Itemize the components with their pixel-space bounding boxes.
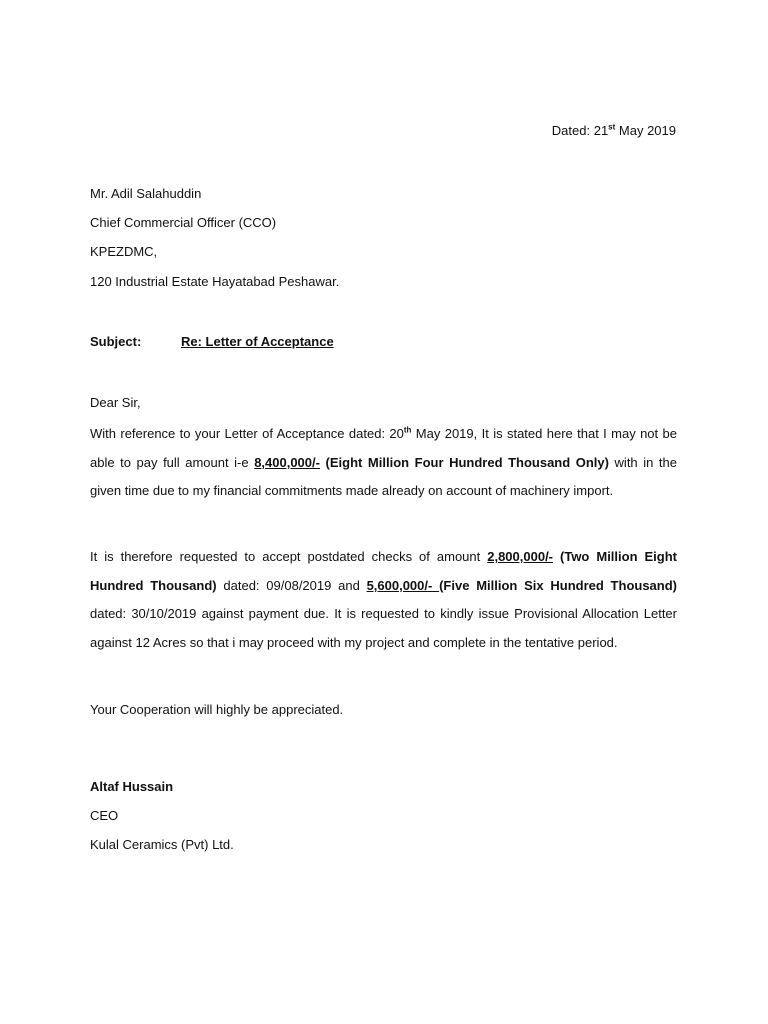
- letter-date: [552, 123, 676, 139]
- para2-text-3: dated: 30/10/2019 against payment due. It is requested to kindly issue Provisional Allocation Letter against 12 Acres so that i may proceed with my project and complete in the tentative period.: [90, 606, 677, 651]
- para2-amount-2: 5,600,000/-: [366, 577, 440, 593]
- para1-amount-words: (Eight Million Four Hundred Thousand Only): [325, 454, 609, 470]
- subject-text: Re: Letter of Acceptance: [181, 334, 334, 349]
- recipient-name: Mr. Adil Salahuddin: [90, 186, 202, 201]
- para1-text-3: with in the given time due to my financial commitments made already on account of machinery import.: [90, 454, 677, 499]
- salutation: Dear Sir,: [90, 395, 141, 410]
- signatory-name: Altaf Hussain: [90, 779, 174, 794]
- para2-text-2: dated: 09/08/2019 and: [216, 577, 367, 593]
- recipient-title: Chief Commercial Officer (CCO): [90, 215, 277, 230]
- paragraph-1: [90, 420, 677, 506]
- date-superscript: st: [608, 122, 616, 132]
- closing-line: Your Cooperation will highly be appreciated.: [90, 702, 344, 717]
- paragraph-2: [90, 543, 677, 658]
- para1-text-2: May 2019, It is stated here that I may not be able to pay full amount i-e: [90, 426, 677, 470]
- para1-text-1: With reference to your Letter of Acceptance dated: 20: [90, 426, 404, 441]
- signatory-company: Kulal Ceramics (Pvt) Ltd.: [90, 837, 234, 852]
- recipient-address: 120 Industrial Estate Hayatabad Peshawar.: [90, 274, 340, 289]
- subject-line: [90, 334, 334, 350]
- para1-amount: 8,400,000/-: [254, 454, 320, 470]
- para2-amount-1: 2,800,000/-: [487, 549, 554, 564]
- signatory-title: CEO: [90, 808, 119, 823]
- para2-space: [553, 549, 560, 564]
- date-text: Dated: 21: [551, 123, 609, 138]
- para2-amount-1-words: (Two Million Eight Hundred Thousand): [90, 549, 677, 593]
- date-year: May 2019: [615, 123, 676, 138]
- para2-text-1: It is therefore requested to accept postdated checks of amount: [90, 549, 488, 564]
- recipient-org: KPEZDMC,: [90, 244, 158, 259]
- para2-amount-2-words: (Five Million Six Hundred Thousand): [439, 577, 677, 593]
- para1-superscript: th: [403, 425, 412, 435]
- subject-label: Subject:: [90, 334, 142, 349]
